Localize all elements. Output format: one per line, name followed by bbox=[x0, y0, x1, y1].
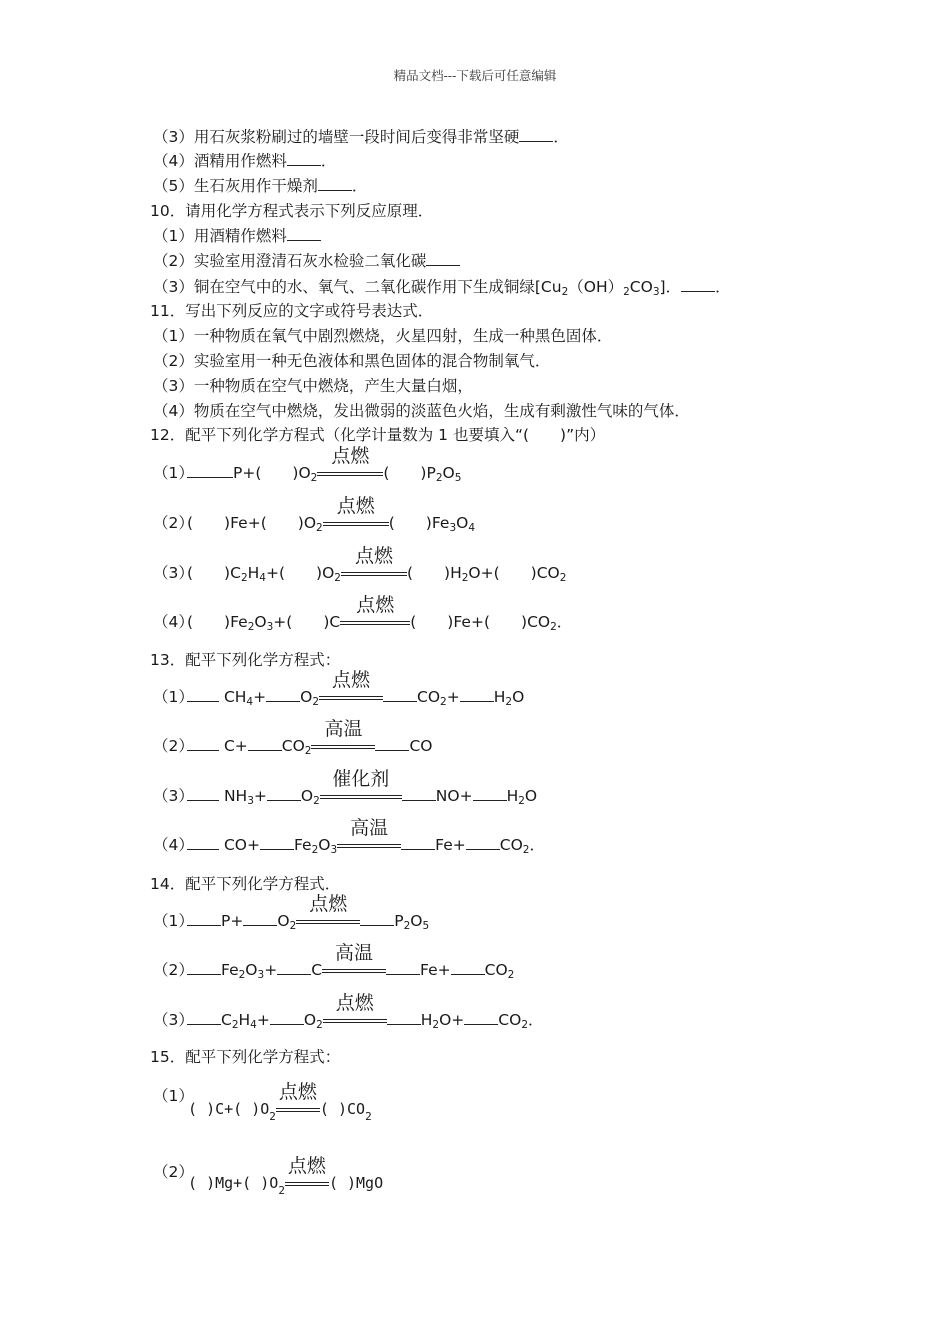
coefficient-blank[interactable] bbox=[242, 1100, 251, 1118]
coefficient-blank[interactable] bbox=[260, 835, 294, 850]
reaction-condition-arrow: 点燃 bbox=[276, 1108, 320, 1114]
coefficient-blank[interactable]: ( ) bbox=[187, 613, 231, 631]
q11-title: 11．写出下列反应的文字或符号表达式． bbox=[150, 302, 434, 320]
coefficient-blank[interactable] bbox=[383, 687, 417, 702]
q11-item-2: （2）实验室用一种无色液体和黑色固体的混合物制氧气． bbox=[153, 352, 551, 370]
coefficient-blank[interactable]: ( ) bbox=[493, 564, 537, 582]
q11-item-3: （3）一种物质在空气中燃烧，产生大量白烟， bbox=[153, 377, 473, 395]
reaction-condition-arrow: 点燃 bbox=[296, 920, 360, 926]
q15-title: 15．配平下列化学方程式： bbox=[150, 1048, 341, 1066]
q9-item-4: （4）酒精用作燃料 ． bbox=[153, 152, 337, 170]
reaction-condition-arrow: 点燃 bbox=[319, 696, 383, 702]
q15-item-1-number: （1） bbox=[153, 1087, 194, 1105]
coefficient-blank[interactable]: ( ) bbox=[383, 464, 427, 482]
reaction-condition-arrow: 高温 bbox=[311, 745, 375, 751]
answer-blank[interactable] bbox=[681, 277, 715, 292]
q13-equation-3: （3） $NH_3+ O_2$ 催化剂 $NO+ H_2O$ bbox=[153, 768, 538, 807]
coefficient-blank[interactable]: ( ) bbox=[406, 564, 451, 582]
coefficient-blank[interactable]: ( ) bbox=[286, 613, 330, 631]
coefficient-blank[interactable] bbox=[197, 1174, 206, 1192]
answer-blank[interactable] bbox=[426, 251, 460, 266]
coefficient-blank[interactable] bbox=[266, 687, 300, 702]
q13-equation-1: （1） $CH_4+ O_2$ 点燃 $CO_2+ H_2O$ bbox=[153, 669, 525, 708]
coefficient-blank[interactable] bbox=[197, 1100, 206, 1118]
coefficient-blank[interactable] bbox=[277, 960, 311, 975]
q15-equation-2: ( )Mg+( )$O_2$ 点燃 ( )MgO bbox=[188, 1155, 384, 1197]
reaction-condition-arrow: 点燃 bbox=[340, 621, 410, 627]
coefficient-blank[interactable] bbox=[360, 911, 394, 926]
q12-equation-4: （4）( )$Fe_2O_3+$( )C 点燃 ( )Fe+( )$CO_2$． bbox=[153, 594, 573, 633]
coefficient-blank[interactable] bbox=[375, 736, 409, 751]
q14-equation-2: （2） $Fe_2O_3+ C$ 高温 $Fe+ CO_2$ bbox=[153, 942, 515, 981]
coefficient-blank[interactable] bbox=[187, 463, 233, 478]
q13-equation-2: （2） $C+ CO_2$ 高温 CO bbox=[153, 718, 433, 757]
coefficient-blank[interactable]: ( ) bbox=[483, 613, 528, 631]
coefficient-blank[interactable] bbox=[187, 835, 219, 850]
coefficient-blank[interactable] bbox=[187, 960, 221, 975]
coefficient-blank[interactable] bbox=[402, 786, 436, 801]
reaction-condition-arrow: 点燃 bbox=[323, 1019, 387, 1025]
q14-title: 14．配平下列化学方程式． bbox=[150, 875, 341, 893]
coefficient-blank[interactable] bbox=[270, 1010, 304, 1025]
q10-item-2: （2）实验室用澄清石灰水检验二氧化碳 bbox=[153, 251, 460, 271]
q15-equation-1: ( )C+( )$O_2$ 点燃 ( )$CO_2$ bbox=[188, 1081, 372, 1123]
answer-blank[interactable] bbox=[318, 176, 352, 191]
q11-item-4: （4）物质在空气中燃烧，发出微弱的淡蓝色火焰，生成有剩激性气味的气体． bbox=[153, 402, 690, 420]
coefficient-blank[interactable] bbox=[401, 835, 435, 850]
coefficient-blank[interactable] bbox=[329, 1100, 338, 1118]
q13-equation-4: （4） $CO+ Fe_2O_3$ 高温 $Fe+ CO_2$． bbox=[153, 817, 545, 856]
q14-equation-1: （1） $P+ O_2$ 点燃 $P_2O_5$ bbox=[153, 893, 430, 932]
q15-item-2-number: （2） bbox=[153, 1163, 194, 1181]
coefficient-blank[interactable] bbox=[338, 1174, 347, 1192]
reaction-condition-arrow: 点燃 bbox=[285, 1182, 329, 1188]
q10-title: 10．请用化学方程式表示下列反应原理． bbox=[150, 202, 434, 220]
answer-blank[interactable] bbox=[287, 151, 321, 166]
coefficient-blank[interactable]: ( ) bbox=[388, 514, 432, 532]
q11-item-1: （1）一种物质在氧气中剧烈燃烧，火星四射，生成一种黑色固体． bbox=[153, 327, 613, 345]
coefficient-blank[interactable] bbox=[187, 786, 219, 801]
q13-title: 13．配平下列化学方程式： bbox=[150, 651, 341, 669]
q12-equation-1: （1） P+( )$O_2$ 点燃 ( )$P_2O_5$ bbox=[153, 445, 462, 484]
page-header: 精品文档---下载后可任意编辑 bbox=[393, 68, 557, 83]
q9-item-5: （5）生石灰用作干燥剂 ． bbox=[153, 177, 368, 195]
coefficient-blank[interactable] bbox=[387, 1010, 421, 1025]
reaction-condition-arrow: 点燃 bbox=[341, 572, 407, 578]
q10-item-1: （1）用酒精作燃料 bbox=[153, 226, 321, 246]
coefficient-blank[interactable] bbox=[451, 960, 485, 975]
q9-item-3: （3）用石灰浆粉刷过的墙壁一段时间后变得非常坚硬 ． bbox=[153, 128, 569, 146]
coefficient-blank[interactable]: ( ) bbox=[255, 464, 299, 482]
coefficient-blank[interactable]: ( ) bbox=[187, 564, 231, 582]
coefficient-blank[interactable] bbox=[267, 786, 301, 801]
coefficient-blank[interactable] bbox=[243, 911, 277, 926]
coefficient-blank[interactable]: ( ) bbox=[187, 514, 231, 532]
coefficient-blank[interactable] bbox=[187, 736, 219, 751]
coefficient-blank[interactable]: ( ) bbox=[260, 514, 304, 532]
coefficient-blank[interactable] bbox=[466, 835, 500, 850]
coefficient-blank[interactable] bbox=[473, 786, 507, 801]
q12-equation-3: （3）( )$C_2H_4+$( )$O_2$ 点燃 ( )$H_2O+$( )$CO_2$ bbox=[153, 545, 567, 584]
reaction-condition-arrow: 点燃 bbox=[323, 522, 389, 528]
answer-blank[interactable] bbox=[519, 127, 553, 142]
coefficient-blank[interactable]: ( ) bbox=[278, 564, 323, 582]
reaction-condition-arrow: 点燃 bbox=[317, 472, 383, 478]
reaction-condition-arrow: 催化剂 bbox=[320, 795, 402, 801]
q12-title: 12．配平下列化学方程式（化学计量数为 1 也要填入“( )”内） bbox=[150, 426, 606, 444]
coefficient-blank[interactable] bbox=[460, 687, 494, 702]
reaction-condition-arrow: 高温 bbox=[322, 969, 386, 975]
reaction-condition-arrow: 高温 bbox=[337, 844, 401, 850]
coefficient-blank[interactable] bbox=[386, 960, 420, 975]
coefficient-blank[interactable] bbox=[248, 736, 282, 751]
answer-blank[interactable] bbox=[287, 226, 321, 241]
coefficient-blank[interactable] bbox=[251, 1174, 260, 1192]
q14-equation-3: （3） $C_2H_4+ O_2$ 点燃 $H_2O+ CO_2$． bbox=[153, 992, 544, 1031]
coefficient-blank[interactable] bbox=[187, 687, 219, 702]
coefficient-blank[interactable] bbox=[187, 1010, 221, 1025]
coefficient-blank[interactable] bbox=[464, 1010, 498, 1025]
coefficient-blank[interactable]: ( ) bbox=[410, 613, 454, 631]
q12-equation-2: （2）( )Fe+( )$O_2$ 点燃 ( )$Fe_3O_4$ bbox=[153, 495, 476, 534]
coefficient-blank[interactable] bbox=[187, 911, 221, 926]
q10-item-3: （3）铜在空气中的水、氧气、二氧化碳作用下生成铜绿$[Cu_2(OH)_2CO_3]$． ． bbox=[153, 278, 731, 298]
